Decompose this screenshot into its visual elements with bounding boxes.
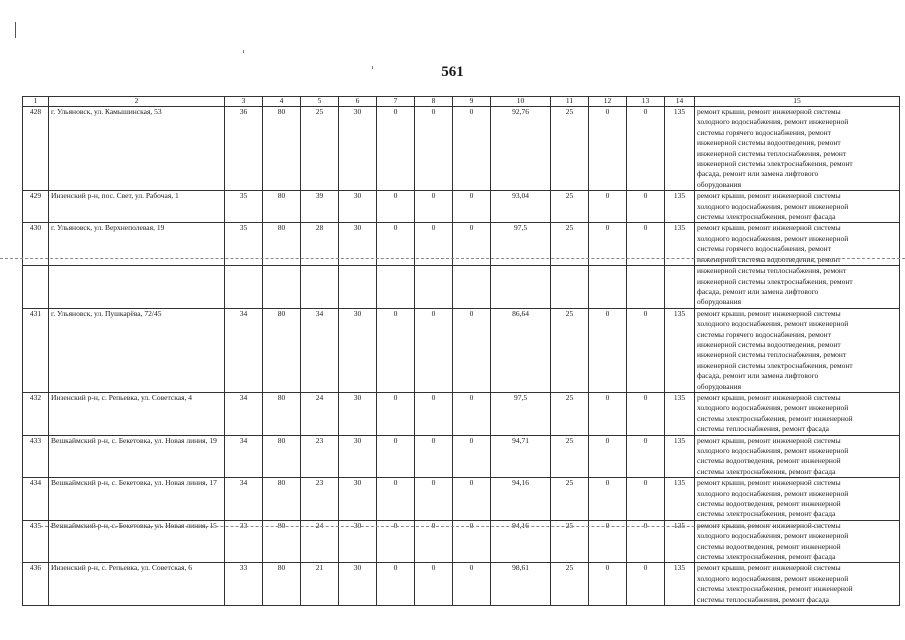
- value-cell: 80: [263, 435, 301, 478]
- works-cell: [695, 266, 900, 309]
- works-line: ремонт крыши, ремонт инженерной системы: [697, 223, 841, 233]
- works-cell: [695, 308, 900, 392]
- value-cell: 0: [453, 308, 491, 392]
- value-cell: 0: [415, 520, 453, 563]
- value-cell: 23: [301, 435, 339, 478]
- value-cell: [225, 266, 263, 309]
- value-cell: 0: [415, 223, 453, 266]
- address-cell: г. Ульяновск, ул. Верхнеполевая, 19: [49, 223, 225, 266]
- works-line: холодного водоснабжения, ремонт инженерной: [697, 233, 849, 243]
- value-cell: 94,71: [491, 435, 551, 478]
- value-cell: 25: [551, 478, 589, 521]
- works-line: фасада, ремонт или замена лифтового: [697, 371, 819, 381]
- value-cell: 25: [551, 520, 589, 563]
- value-cell: 34: [225, 392, 263, 435]
- value-cell: 21: [301, 563, 339, 606]
- value-cell: 24: [301, 392, 339, 435]
- value-cell: 24: [301, 520, 339, 563]
- works-cell: [695, 223, 900, 266]
- value-cell: 0: [589, 107, 627, 191]
- works-line: инженерной системы электроснабжения, ремонт: [697, 276, 853, 286]
- value-cell: 0: [377, 520, 415, 563]
- value-cell: 28: [301, 223, 339, 266]
- value-cell: 80: [263, 223, 301, 266]
- value-cell: 25: [301, 107, 339, 191]
- value-cell: 0: [627, 520, 665, 563]
- address-cell: Вешкаймский р-н, с. Бекетовка, ул. Новая линия, 17: [49, 478, 225, 521]
- works-line: ремонт крыши, ремонт инженерной системы: [697, 107, 841, 116]
- works-line: холодного водоснабжения, ремонт инженерной: [697, 531, 849, 541]
- works-line: оборудования: [697, 179, 742, 189]
- value-cell: [627, 266, 665, 309]
- value-cell: 30: [339, 478, 377, 521]
- works-line: инженерной системы теплоснабжения, ремонт: [697, 266, 847, 276]
- address-cell: г. Ульяновск, ул. Камышинская, 53: [49, 107, 225, 191]
- value-cell: 0: [415, 308, 453, 392]
- value-cell: 34: [225, 308, 263, 392]
- value-cell: 80: [263, 107, 301, 191]
- value-cell: 80: [263, 308, 301, 392]
- value-cell: 30: [339, 520, 377, 563]
- column-header-13: 13: [627, 97, 665, 107]
- column-header-3: 3: [225, 97, 263, 107]
- row-number-cell: 436: [23, 563, 49, 606]
- value-cell: 0: [377, 435, 415, 478]
- works-line: инженерной системы теплоснабжения, ремонт: [697, 148, 847, 158]
- value-cell: 34: [225, 478, 263, 521]
- works-cell: [695, 435, 900, 478]
- value-cell: 0: [589, 435, 627, 478]
- address-cell: Вешкаймский р-н, с. Бекетовка, ул. Новая линия, 19: [49, 435, 225, 478]
- row-number-cell: 429: [23, 191, 49, 223]
- value-cell: 0: [415, 107, 453, 191]
- value-cell: 0: [589, 563, 627, 606]
- value-cell: 0: [377, 191, 415, 223]
- column-header-11: 11: [551, 97, 589, 107]
- table-body: [23, 107, 900, 606]
- works-line: холодного водоснабжения, ремонт инженерной: [697, 201, 849, 211]
- column-header-7: 7: [377, 97, 415, 107]
- value-cell: 0: [453, 191, 491, 223]
- value-cell: 0: [377, 308, 415, 392]
- value-cell: 80: [263, 520, 301, 563]
- row-number-cell: 432: [23, 392, 49, 435]
- value-cell: 135: [665, 563, 695, 606]
- works-line: системы теплоснабжения, ремонт фасада: [697, 594, 830, 604]
- value-cell: 25: [551, 191, 589, 223]
- value-cell: 25: [551, 308, 589, 392]
- works-cell: [695, 191, 900, 223]
- table-row: [23, 435, 900, 478]
- value-cell: [665, 266, 695, 309]
- value-cell: 30: [339, 308, 377, 392]
- value-cell: 0: [377, 392, 415, 435]
- value-cell: 0: [589, 478, 627, 521]
- value-cell: 39: [301, 191, 339, 223]
- works-line: системы электроснабжения, ремонт инженерной: [697, 584, 853, 594]
- table-row: [23, 107, 900, 191]
- value-cell: 30: [339, 223, 377, 266]
- works-line: ремонт крыши, ремонт инженерной системы: [697, 308, 841, 318]
- value-cell: 0: [627, 478, 665, 521]
- value-cell: 0: [589, 223, 627, 266]
- column-header-15: 15: [695, 97, 900, 107]
- value-cell: 135: [665, 520, 695, 563]
- value-cell: 0: [453, 563, 491, 606]
- column-header-12: 12: [589, 97, 627, 107]
- works-line: системы электроснабжения, ремонт фасада: [697, 509, 836, 519]
- value-cell: 80: [263, 563, 301, 606]
- value-cell: 135: [665, 392, 695, 435]
- value-cell: 0: [377, 563, 415, 606]
- value-cell: [589, 266, 627, 309]
- table-row: [23, 191, 900, 223]
- value-cell: 93,04: [491, 191, 551, 223]
- value-cell: 135: [665, 435, 695, 478]
- value-cell: 94,16: [491, 478, 551, 521]
- value-cell: 34: [225, 435, 263, 478]
- value-cell: 0: [627, 435, 665, 478]
- value-cell: 0: [589, 308, 627, 392]
- works-line: системы водоотведения, ремонт инженерной: [697, 541, 841, 551]
- value-cell: 135: [665, 107, 695, 191]
- address-cell: г. Ульяновск, ул. Пушкарёва, 72/45: [49, 308, 225, 392]
- value-cell: 135: [665, 478, 695, 521]
- works-line: холодного водоснабжения, ремонт инженерной: [697, 117, 849, 127]
- value-cell: 97,5: [491, 223, 551, 266]
- row-number-cell: 431: [23, 308, 49, 392]
- works-line: системы теплоснабжения, ремонт фасада: [697, 424, 830, 434]
- value-cell: 0: [453, 392, 491, 435]
- works-line: системы водоотведения, ремонт инженерной: [697, 499, 841, 509]
- value-cell: 135: [665, 191, 695, 223]
- works-cell: [695, 478, 900, 521]
- value-cell: 0: [377, 107, 415, 191]
- works-line: инженерной системы водоотведения, ремонт: [697, 339, 841, 349]
- column-header-10: 10: [491, 97, 551, 107]
- value-cell: 33: [225, 563, 263, 606]
- column-header-2: 2: [49, 97, 225, 107]
- value-cell: 0: [627, 191, 665, 223]
- works-line: ремонт крыши, ремонт инженерной системы: [697, 520, 841, 530]
- address-cell: Инзенский р-н, с. Репьевка, ул. Советская, 6: [49, 563, 225, 606]
- column-header-5: 5: [301, 97, 339, 107]
- value-cell: 35: [225, 191, 263, 223]
- works-line: системы электроснабжения, ремонт фасада: [697, 552, 836, 562]
- works-line: системы электроснабжения, ремонт инженерной: [697, 413, 853, 423]
- value-cell: 30: [339, 191, 377, 223]
- works-line: ремонт крыши, ремонт инженерной системы: [697, 392, 841, 402]
- value-cell: 0: [453, 223, 491, 266]
- works-line: инженерной системы водоотведения, ремонт: [697, 138, 841, 148]
- works-line: системы электроснабжения, ремонт фасада: [697, 466, 836, 476]
- works-line: системы горячего водоснабжения, ремонт: [697, 127, 831, 137]
- scan-edge-mark: [15, 22, 16, 38]
- works-line: фасада, ремонт или замена лифтового: [697, 286, 819, 296]
- value-cell: [491, 266, 551, 309]
- row-number-cell: 430: [23, 223, 49, 266]
- scan-page-break-line: [0, 258, 905, 259]
- value-cell: 0: [627, 223, 665, 266]
- value-cell: 30: [339, 392, 377, 435]
- value-cell: 0: [453, 435, 491, 478]
- works-line: инженерной системы водоотведения, ремонт: [697, 254, 841, 264]
- value-cell: 0: [627, 392, 665, 435]
- works-line: ремонт крыши, ремонт инженерной системы: [697, 435, 841, 445]
- works-line: ремонт крыши, ремонт инженерной системы: [697, 563, 841, 573]
- value-cell: 80: [263, 478, 301, 521]
- column-header-1: 1: [23, 97, 49, 107]
- value-cell: 0: [453, 478, 491, 521]
- value-cell: 36: [225, 107, 263, 191]
- works-line: инженерной системы электроснабжения, ремонт: [697, 360, 853, 370]
- table-row: [23, 563, 900, 606]
- column-header-14: 14: [665, 97, 695, 107]
- works-line: системы горячего водоснабжения, ремонт: [697, 244, 831, 254]
- value-cell: [339, 266, 377, 309]
- value-cell: 80: [263, 392, 301, 435]
- address-cell: Инзенский р-н, пос. Свет, ул. Рабочая, 1: [49, 191, 225, 223]
- works-line: холодного водоснабжения, ремонт инженерной: [697, 488, 849, 498]
- value-cell: 30: [339, 563, 377, 606]
- page-number: 561: [441, 64, 464, 80]
- address-cell: Инзенский р-н, с. Репьевка, ул. Советская, 4: [49, 392, 225, 435]
- value-cell: 0: [627, 107, 665, 191]
- value-cell: 98,61: [491, 563, 551, 606]
- column-header-4: 4: [263, 97, 301, 107]
- works-cell: [695, 563, 900, 606]
- register-table: [22, 96, 900, 606]
- table-row: [23, 392, 900, 435]
- value-cell: 0: [415, 478, 453, 521]
- column-header-9: 9: [453, 97, 491, 107]
- value-cell: 35: [225, 223, 263, 266]
- value-cell: 23: [301, 478, 339, 521]
- table-row: [23, 478, 900, 521]
- value-cell: 92,76: [491, 107, 551, 191]
- value-cell: 25: [551, 107, 589, 191]
- table-row: [23, 266, 900, 309]
- value-cell: 0: [415, 435, 453, 478]
- column-header-8: 8: [415, 97, 453, 107]
- address-cell: [49, 266, 225, 309]
- works-line: фасада, ремонт или замена лифтового: [697, 169, 819, 179]
- value-cell: 0: [415, 392, 453, 435]
- value-cell: 135: [665, 308, 695, 392]
- value-cell: 97,5: [491, 392, 551, 435]
- works-line: оборудования: [697, 381, 742, 391]
- table-row: [23, 308, 900, 392]
- value-cell: 33: [225, 520, 263, 563]
- value-cell: 94,16: [491, 520, 551, 563]
- value-cell: 34: [301, 308, 339, 392]
- row-number-cell: 428: [23, 107, 49, 191]
- value-cell: 0: [415, 563, 453, 606]
- value-cell: 25: [551, 435, 589, 478]
- works-line: системы электроснабжения, ремонт фасада: [697, 212, 836, 222]
- value-cell: 135: [665, 223, 695, 266]
- works-line: ремонт крыши, ремонт инженерной системы: [697, 191, 841, 201]
- works-line: системы горячего водоснабжения, ремонт: [697, 329, 831, 339]
- works-line: инженерной системы теплоснабжения, ремонт: [697, 350, 847, 360]
- works-line: ремонт крыши, ремонт инженерной системы: [697, 478, 841, 488]
- value-cell: 0: [589, 392, 627, 435]
- value-cell: 0: [453, 520, 491, 563]
- works-line: системы водоотведения, ремонт инженерной: [697, 456, 841, 466]
- works-line: холодного водоснабжения, ремонт инженерной: [697, 446, 849, 455]
- value-cell: 0: [589, 191, 627, 223]
- value-cell: 86,64: [491, 308, 551, 392]
- value-cell: [551, 266, 589, 309]
- value-cell: 25: [551, 392, 589, 435]
- scan-fold-line: [40, 526, 820, 527]
- works-cell: [695, 392, 900, 435]
- works-line: холодного водоснабжения, ремонт инженерной: [697, 319, 849, 329]
- value-cell: 0: [377, 478, 415, 521]
- value-cell: [263, 266, 301, 309]
- row-number-cell: 435: [23, 520, 49, 563]
- value-cell: 0: [627, 308, 665, 392]
- works-line: оборудования: [697, 297, 742, 307]
- value-cell: 80: [263, 191, 301, 223]
- row-number-cell: 433: [23, 435, 49, 478]
- value-cell: [453, 266, 491, 309]
- value-cell: 25: [551, 223, 589, 266]
- column-header-6: 6: [339, 97, 377, 107]
- value-cell: 0: [453, 107, 491, 191]
- value-cell: 30: [339, 107, 377, 191]
- value-cell: 25: [551, 563, 589, 606]
- works-line: инженерной системы электроснабжения, ремонт: [697, 159, 853, 169]
- value-cell: 30: [339, 435, 377, 478]
- row-number-cell: [23, 266, 49, 309]
- works-cell: [695, 107, 900, 191]
- value-cell: 0: [627, 563, 665, 606]
- header-row: [23, 97, 900, 107]
- table-row: [23, 223, 900, 266]
- value-cell: [377, 266, 415, 309]
- value-cell: [415, 266, 453, 309]
- address-cell: Вешкаймский р-н, с. Бекетовка, ул. Новая линия, 15: [49, 520, 225, 563]
- scan-speck: [243, 50, 244, 53]
- value-cell: [301, 266, 339, 309]
- works-line: холодного водоснабжения, ремонт инженерной: [697, 403, 849, 413]
- works-line: холодного водоснабжения, ремонт инженерной: [697, 573, 849, 583]
- value-cell: 0: [589, 520, 627, 563]
- value-cell: 0: [377, 223, 415, 266]
- row-number-cell: 434: [23, 478, 49, 521]
- value-cell: 0: [415, 191, 453, 223]
